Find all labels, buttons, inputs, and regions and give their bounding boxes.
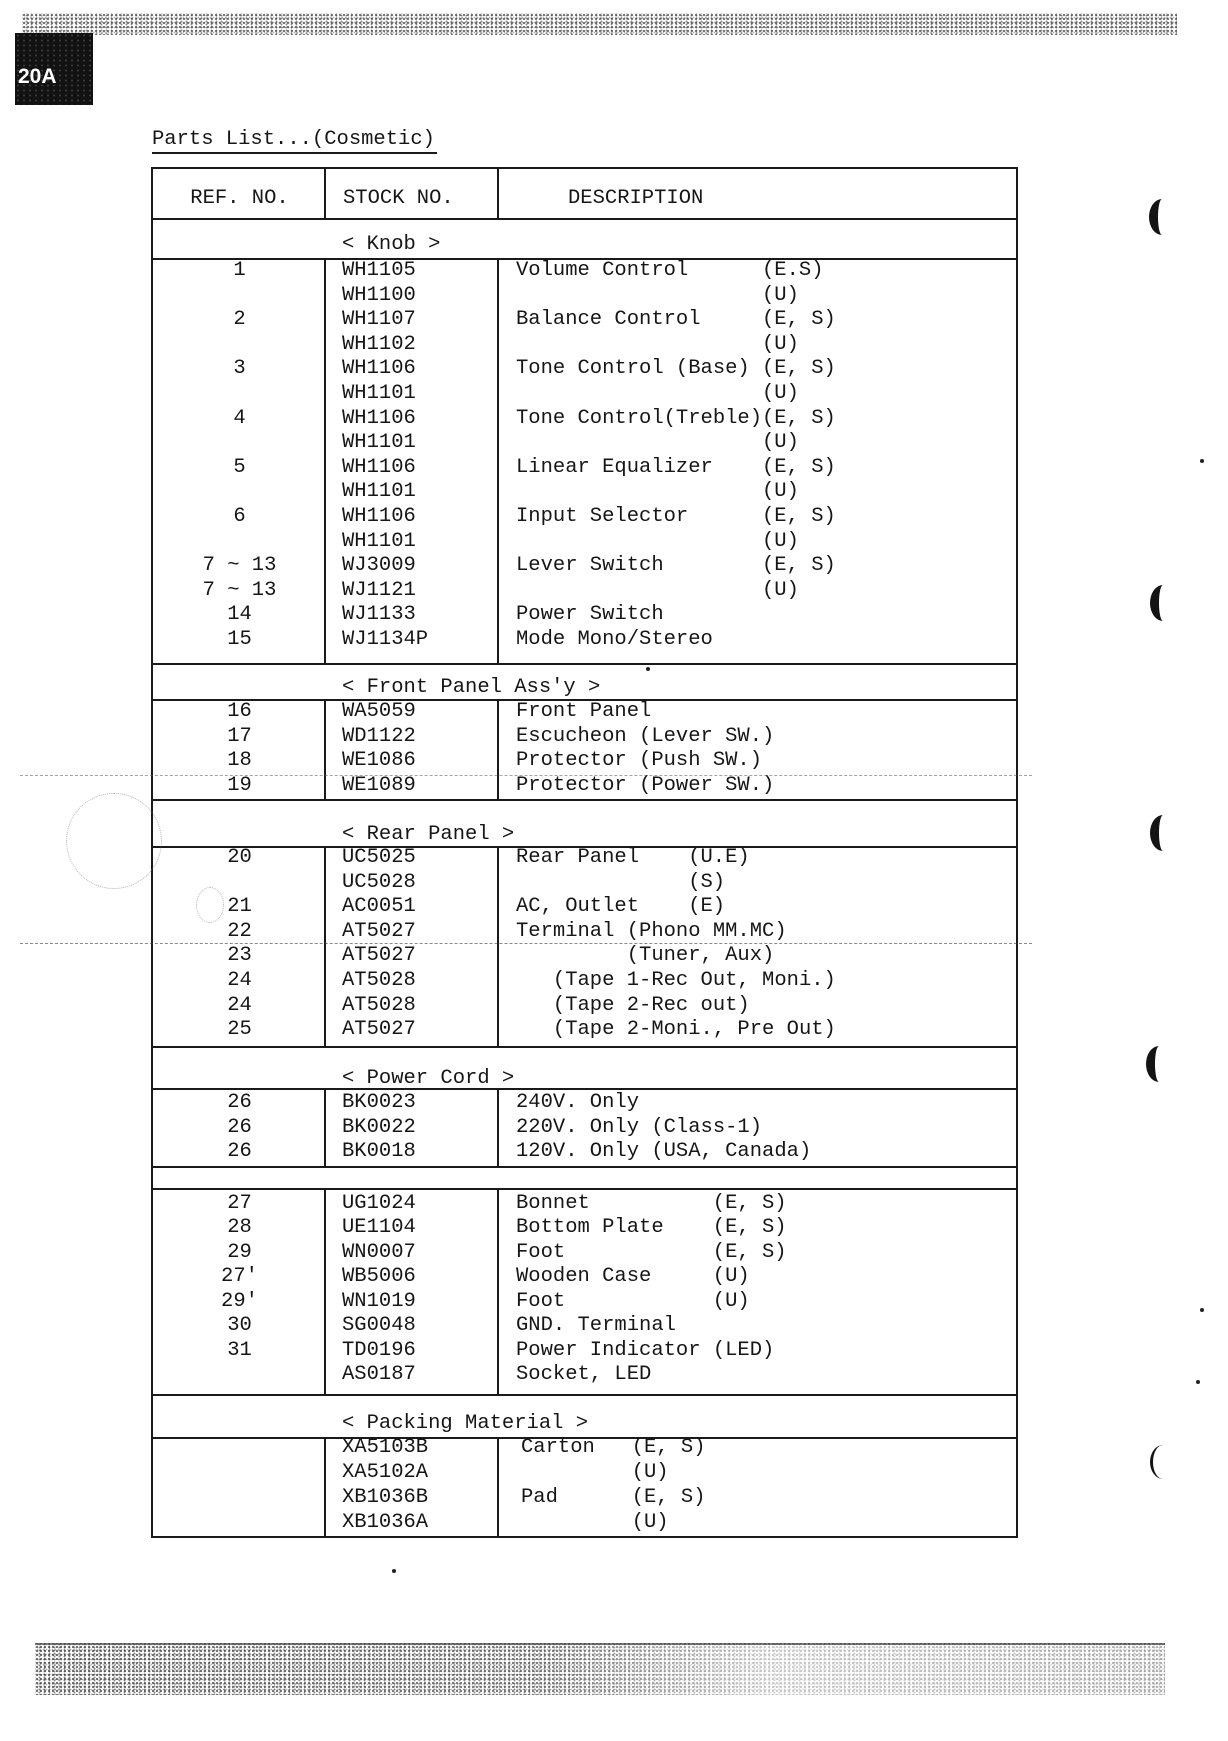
table-row bbox=[153, 1485, 1016, 1510]
section-body-packing-material bbox=[153, 1436, 1016, 1536]
table-row bbox=[153, 259, 1016, 284]
table-row bbox=[153, 1314, 1016, 1338]
ref-no-cell: 29 bbox=[227, 1240, 252, 1264]
speck bbox=[392, 1569, 396, 1573]
destination-code-cell: (U) bbox=[762, 480, 799, 504]
section-header-knob bbox=[153, 220, 1016, 260]
title-underline bbox=[152, 152, 437, 154]
ref-no-cell: 26 bbox=[227, 1140, 252, 1164]
ref-no-cell: 20 bbox=[227, 846, 252, 869]
table-row bbox=[153, 871, 1016, 896]
ref-no-cell: 30 bbox=[227, 1314, 252, 1338]
stock-no-cell: WH1106 bbox=[342, 357, 416, 381]
table-row bbox=[153, 1091, 1016, 1116]
column-header-description: DESCRIPTION bbox=[568, 187, 704, 210]
section-label: < Rear Panel > bbox=[342, 823, 515, 846]
stock-no-cell: WN1019 bbox=[342, 1289, 416, 1313]
destination-code-cell: (E, S) bbox=[762, 406, 836, 430]
description-cell: Linear Equalizer bbox=[516, 455, 713, 479]
table-row bbox=[153, 530, 1016, 555]
description-cell: AC, Outlet bbox=[516, 895, 640, 919]
description-cell: (Tuner, Aux) bbox=[516, 944, 775, 968]
destination-code-cell: (E.S) bbox=[762, 259, 824, 282]
section-body-power-cord bbox=[153, 1090, 1016, 1168]
stock-no-cell: TD0196 bbox=[342, 1338, 416, 1362]
table-row bbox=[153, 333, 1016, 358]
description-cell: Wooden Case bbox=[516, 1265, 652, 1289]
stock-no-cell: WJ1133 bbox=[342, 603, 416, 627]
speck bbox=[646, 667, 650, 671]
stock-no-cell: WH1101 bbox=[342, 381, 416, 405]
destination-code-cell: (U) bbox=[762, 381, 799, 405]
destination-code-cell: (U) bbox=[762, 332, 799, 356]
table-row bbox=[153, 431, 1016, 456]
scan-noise-band-bottom bbox=[35, 1643, 1165, 1695]
stock-no-cell: WN0007 bbox=[342, 1240, 416, 1264]
section-label: < Front Panel Ass'y > bbox=[342, 676, 601, 699]
destination-code-cell: (E, S) bbox=[762, 554, 836, 578]
stock-no-cell: WH1106 bbox=[342, 406, 416, 430]
destination-code-cell: (E, S) bbox=[712, 1216, 787, 1240]
section-header-front-panel bbox=[153, 665, 1016, 701]
table-row bbox=[153, 382, 1016, 407]
stock-no-cell: BK0022 bbox=[342, 1115, 416, 1139]
rows-chassis bbox=[153, 1192, 1016, 1388]
page-number: 20A bbox=[18, 65, 57, 88]
destination-code-cell: (E, S) bbox=[712, 1240, 787, 1264]
table-row bbox=[153, 554, 1016, 579]
destination-code-cell: (S) bbox=[688, 870, 726, 894]
stock-no-cell: AS0187 bbox=[342, 1363, 416, 1387]
stock-no-cell: WA5059 bbox=[342, 700, 416, 723]
stock-no-cell: UC5028 bbox=[342, 870, 416, 894]
description-cell: Volume Control bbox=[516, 259, 689, 282]
description-cell: GND. Terminal bbox=[516, 1314, 676, 1338]
ref-no-cell: 21 bbox=[227, 895, 252, 919]
table-row bbox=[153, 846, 1016, 871]
ref-no-cell: 22 bbox=[227, 919, 252, 943]
section-body-front-panel bbox=[153, 701, 1016, 801]
table-row bbox=[153, 1216, 1016, 1240]
description-cell: Input Selector bbox=[516, 504, 689, 528]
table-row bbox=[153, 749, 1016, 774]
stock-no-cell: WH1107 bbox=[342, 308, 416, 332]
bleed-through-circle bbox=[66, 793, 162, 889]
table-row bbox=[153, 480, 1016, 505]
description-cell: Mode Mono/Stereo bbox=[516, 627, 713, 651]
scan-noise-band-top bbox=[22, 13, 1177, 35]
stock-no-cell: WJ1121 bbox=[342, 578, 416, 602]
stock-no-cell: AC0051 bbox=[342, 895, 416, 919]
description-cell: Tone Control (Base) bbox=[516, 357, 750, 381]
ref-no-cell: 24 bbox=[227, 993, 252, 1017]
table-row bbox=[153, 505, 1016, 530]
stock-no-cell: UC5025 bbox=[342, 846, 416, 869]
destination-code-cell: (E, S) bbox=[631, 1436, 706, 1459]
scan-line-artifact bbox=[20, 775, 1032, 776]
table-row bbox=[153, 1018, 1016, 1043]
description-cell: Front Panel bbox=[516, 700, 652, 723]
table-row bbox=[153, 944, 1016, 969]
stock-no-cell: WH1100 bbox=[342, 283, 416, 307]
ref-no-cell: 26 bbox=[227, 1115, 252, 1139]
table-row bbox=[153, 1241, 1016, 1265]
stock-no-cell: AT5027 bbox=[342, 944, 416, 968]
ref-no-cell: 31 bbox=[227, 1338, 252, 1362]
parts-table bbox=[151, 167, 1018, 1538]
section-header-packing-material bbox=[153, 1396, 1016, 1439]
table-row bbox=[153, 1140, 1016, 1165]
ref-no-cell: 26 bbox=[227, 1091, 252, 1114]
punch-hole-mark-icon bbox=[1149, 199, 1175, 235]
description-cell: Pad bbox=[521, 1486, 558, 1509]
table-row bbox=[153, 969, 1016, 994]
table-row bbox=[153, 725, 1016, 750]
ref-no-cell: 3 bbox=[233, 357, 246, 381]
rows-power-cord bbox=[153, 1091, 1016, 1165]
table-row bbox=[153, 579, 1016, 604]
column-header-stock-no: STOCK NO. bbox=[343, 187, 454, 210]
table-row bbox=[153, 774, 1016, 799]
stock-no-cell: WB5006 bbox=[342, 1265, 416, 1289]
table-row bbox=[153, 1339, 1016, 1363]
ref-no-cell: 28 bbox=[227, 1216, 252, 1240]
description-cell: Foot bbox=[516, 1240, 566, 1264]
table-row bbox=[153, 700, 1016, 725]
stock-no-cell: SG0048 bbox=[342, 1314, 416, 1338]
description-cell: Power Switch bbox=[516, 603, 664, 627]
stock-no-cell: WH1101 bbox=[342, 431, 416, 455]
destination-code-cell: (E, S) bbox=[762, 455, 836, 479]
speck bbox=[1196, 1380, 1200, 1384]
section-body-chassis bbox=[153, 1190, 1016, 1396]
description-cell: Power Indicator (LED) bbox=[516, 1338, 775, 1362]
table-row bbox=[153, 357, 1016, 382]
column-header-ref-no: REF. NO. bbox=[190, 187, 289, 210]
ref-no-cell: 18 bbox=[227, 749, 252, 773]
destination-code-cell: (U) bbox=[631, 1461, 669, 1484]
ref-no-cell: 5 bbox=[233, 455, 246, 479]
stock-no-cell: BK0018 bbox=[342, 1140, 416, 1164]
stock-no-cell: XA5103B bbox=[342, 1436, 429, 1459]
ref-no-cell: 14 bbox=[227, 603, 252, 627]
destination-code-cell: (U) bbox=[762, 578, 799, 602]
ref-no-cell: 15 bbox=[227, 627, 252, 651]
destination-code-cell: (U) bbox=[762, 431, 799, 455]
destination-code-cell: (E, S) bbox=[631, 1486, 706, 1509]
description-cell: (Tape 1-Rec Out, Moni.) bbox=[516, 968, 836, 992]
description-cell: Protector (Power SW.) bbox=[516, 773, 775, 797]
description-cell: Balance Control bbox=[516, 308, 701, 332]
stock-no-cell: WH1101 bbox=[342, 529, 416, 553]
section-header-rear-panel bbox=[153, 801, 1016, 848]
rows-knob bbox=[153, 259, 1016, 653]
stock-no-cell: WD1122 bbox=[342, 724, 416, 748]
destination-code-cell: (U) bbox=[762, 529, 799, 553]
destination-code-cell: (E) bbox=[688, 895, 726, 919]
ref-no-cell: 23 bbox=[227, 944, 252, 968]
rows-packing-material bbox=[153, 1435, 1016, 1535]
ref-no-cell: 29' bbox=[221, 1289, 258, 1313]
stock-no-cell: XA5102A bbox=[342, 1461, 429, 1484]
table-row bbox=[153, 1265, 1016, 1289]
section-body-knob bbox=[153, 260, 1016, 665]
stock-no-cell: WH1102 bbox=[342, 332, 416, 356]
table-row bbox=[153, 284, 1016, 309]
table-row bbox=[153, 407, 1016, 432]
ref-no-cell: 27 bbox=[227, 1192, 252, 1215]
description-cell: 240V. Only bbox=[516, 1091, 640, 1114]
table-row bbox=[153, 1363, 1016, 1387]
destination-code-cell: (U.E) bbox=[688, 846, 750, 869]
page-number-badge bbox=[15, 33, 93, 105]
stock-no-cell: AT5028 bbox=[342, 993, 416, 1017]
description-cell: Carton bbox=[521, 1436, 595, 1459]
section-body-rear-panel bbox=[153, 848, 1016, 1048]
ref-no-cell: 27' bbox=[221, 1265, 258, 1289]
description-cell: 120V. Only (USA, Canada) bbox=[516, 1140, 812, 1164]
punch-hole-mark-icon bbox=[1146, 1046, 1172, 1082]
table-row bbox=[153, 1460, 1016, 1485]
destination-code-cell: (E, S) bbox=[762, 504, 836, 528]
ref-no-cell: 6 bbox=[233, 504, 246, 528]
description-cell: 220V. Only (Class-1) bbox=[516, 1115, 763, 1139]
table-row bbox=[153, 308, 1016, 333]
section-header-blank bbox=[153, 1168, 1016, 1190]
rows-front-panel bbox=[153, 700, 1016, 798]
punch-hole-mark-icon bbox=[1150, 585, 1176, 621]
section-header-power-cord bbox=[153, 1048, 1016, 1090]
ref-no-cell: 7 ~ 13 bbox=[202, 578, 277, 602]
table-row bbox=[153, 1510, 1016, 1535]
bleed-through-circle bbox=[196, 887, 224, 923]
stock-no-cell: WJ3009 bbox=[342, 554, 416, 578]
description-cell: (Tape 2-Rec out) bbox=[516, 993, 750, 1017]
table-row bbox=[153, 603, 1016, 628]
table-header-row bbox=[153, 169, 1016, 220]
stock-no-cell: WH1105 bbox=[342, 259, 416, 282]
description-cell: Socket, LED bbox=[516, 1363, 652, 1387]
stock-no-cell: WH1101 bbox=[342, 480, 416, 504]
destination-code-cell: (U) bbox=[712, 1265, 750, 1289]
ref-no-cell: 4 bbox=[233, 406, 246, 430]
description-cell: Lever Switch bbox=[516, 554, 664, 578]
punch-hole-mark-icon bbox=[1150, 815, 1176, 851]
destination-code-cell: (E, S) bbox=[762, 308, 836, 332]
destination-code-cell: (E, S) bbox=[712, 1192, 787, 1215]
ref-no-cell: 1 bbox=[233, 259, 246, 282]
stock-no-cell: AT5027 bbox=[342, 919, 416, 943]
description-cell: Foot bbox=[516, 1289, 566, 1313]
ref-no-cell: 25 bbox=[227, 1018, 252, 1042]
table-row bbox=[153, 456, 1016, 481]
table-row bbox=[153, 1116, 1016, 1141]
destination-code-cell: (U) bbox=[712, 1289, 750, 1313]
rows-rear-panel bbox=[153, 846, 1016, 1043]
ref-no-cell: 17 bbox=[227, 724, 252, 748]
stock-no-cell: WH1106 bbox=[342, 504, 416, 528]
description-cell: Tone Control(Treble) bbox=[516, 406, 763, 430]
stock-no-cell: AT5027 bbox=[342, 1018, 416, 1042]
description-cell: (Tape 2-Moni., Pre Out) bbox=[516, 1018, 836, 1042]
description-cell: Bonnet bbox=[516, 1192, 590, 1215]
destination-code-cell: (U) bbox=[762, 283, 799, 307]
punch-hole-mark-icon bbox=[1150, 1445, 1176, 1479]
table-row bbox=[153, 1192, 1016, 1216]
description-cell: Rear Panel bbox=[516, 846, 640, 869]
description-cell: Terminal (Phono MM.MC) bbox=[516, 919, 787, 943]
stock-no-cell: BK0023 bbox=[342, 1091, 416, 1114]
section-label: < Power Cord > bbox=[342, 1067, 515, 1090]
stock-no-cell: UG1024 bbox=[342, 1192, 416, 1215]
section-label: < Knob > bbox=[342, 233, 441, 256]
page-title: Parts List...(Cosmetic) bbox=[152, 128, 435, 151]
stock-no-cell: AT5028 bbox=[342, 968, 416, 992]
table-row bbox=[153, 1290, 1016, 1314]
ref-no-cell: 2 bbox=[233, 308, 246, 332]
table-row bbox=[153, 994, 1016, 1019]
ref-no-cell: 16 bbox=[227, 700, 252, 723]
scan-line-artifact bbox=[20, 943, 1032, 944]
ref-no-cell: 19 bbox=[227, 773, 252, 797]
stock-no-cell: UE1104 bbox=[342, 1216, 416, 1240]
ref-no-cell: 24 bbox=[227, 968, 252, 992]
stock-no-cell: XB1036A bbox=[342, 1511, 429, 1534]
description-cell: Bottom Plate bbox=[516, 1216, 664, 1240]
table-row bbox=[153, 895, 1016, 920]
destination-code-cell: (E, S) bbox=[762, 357, 836, 381]
stock-no-cell: WJ1134P bbox=[342, 627, 429, 651]
table-row bbox=[153, 1435, 1016, 1460]
ref-no-cell: 7 ~ 13 bbox=[202, 554, 277, 578]
stock-no-cell: XB1036B bbox=[342, 1486, 429, 1509]
destination-code-cell: (U) bbox=[631, 1511, 669, 1534]
section-label: < Packing Material > bbox=[342, 1412, 589, 1435]
speck bbox=[1200, 459, 1204, 463]
description-cell: Escucheon (Lever SW.) bbox=[516, 724, 775, 748]
speck bbox=[1200, 1308, 1204, 1312]
table-row bbox=[153, 628, 1016, 653]
stock-no-cell: WE1089 bbox=[342, 773, 416, 797]
table-row bbox=[153, 920, 1016, 945]
stock-no-cell: WE1086 bbox=[342, 749, 416, 773]
description-cell: Protector (Push SW.) bbox=[516, 749, 763, 773]
stock-no-cell: WH1106 bbox=[342, 455, 416, 479]
